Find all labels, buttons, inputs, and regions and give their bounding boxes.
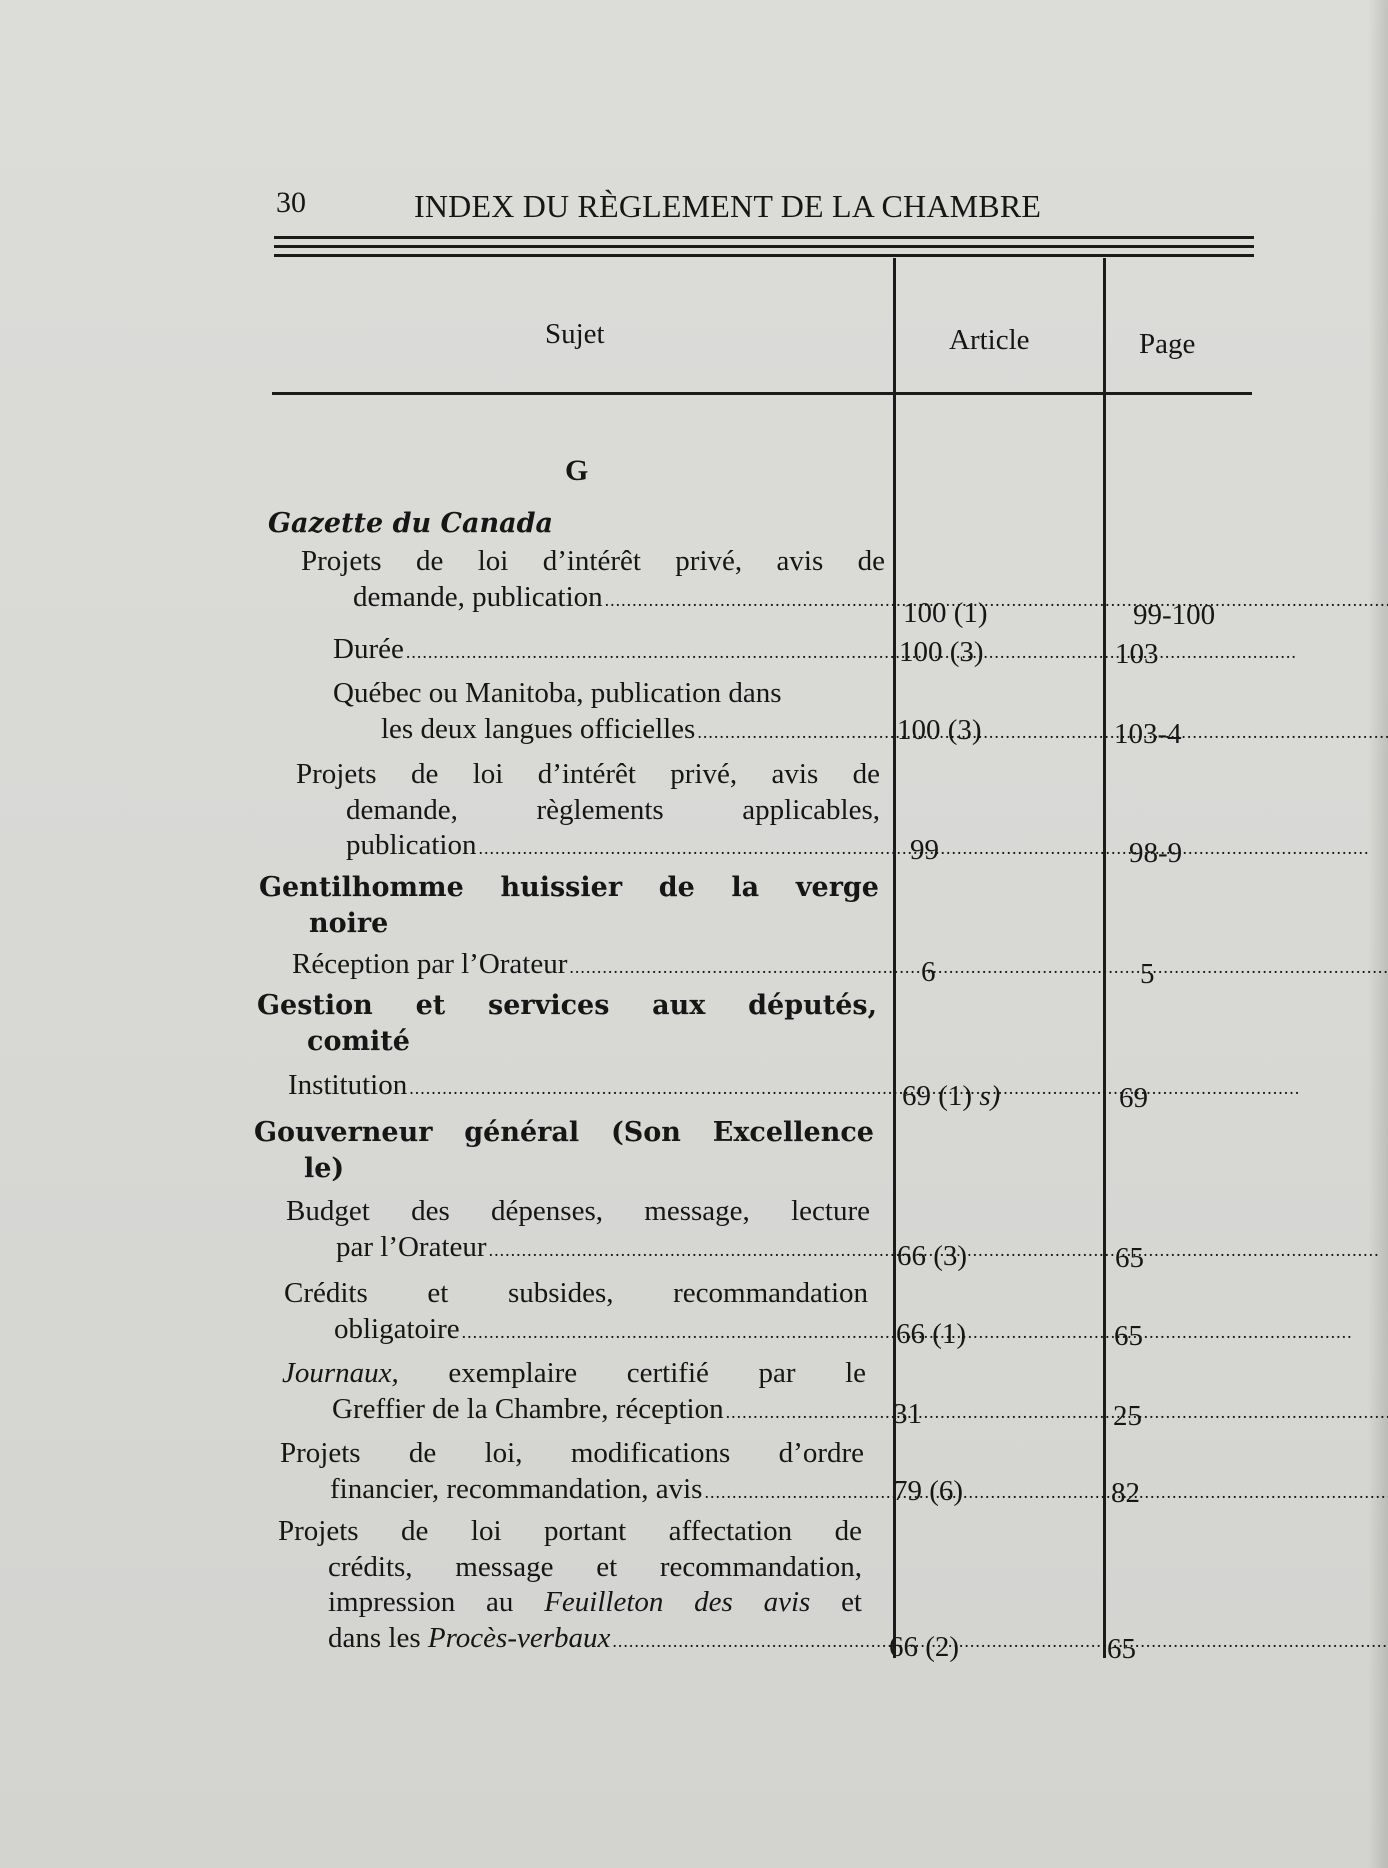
entry-gazette-projets-avis: Projets de loi d’intérêt privé, avis de demande, publication ..... <box>301 544 885 618</box>
article-ref: 66 (1) <box>896 1318 967 1350</box>
entry-heading-gestion: Gestion et services aux députés, comité <box>257 990 877 1057</box>
entry-heading-gouverneur: Gouverneur général (Son Excellence le) <box>254 1117 874 1184</box>
leader-dots <box>605 590 1388 610</box>
header-rule-middle <box>274 245 1254 248</box>
entry-gazette-quebec-manitoba: Québec ou Manitoba, publication dans les deux langues officielles ..... <box>333 676 885 750</box>
column-header-article: Article <box>949 324 1030 356</box>
entry-gouverneur-projets-modifications: Projets de loi, modifications d’ordre financier, recommandation, avis ..... <box>280 1436 864 1510</box>
article-ref: 100 (3) <box>899 636 984 668</box>
entry-gentilhomme-reception: Réception par l’Orateur ..... <box>292 947 876 986</box>
header-rule-top <box>274 236 1254 239</box>
article-ref: 69 (1) s) <box>902 1080 1001 1112</box>
leader-dots <box>697 722 1388 742</box>
article-ref: 66 (2) <box>889 1631 960 1663</box>
article-ref: 79 (6) <box>893 1475 964 1507</box>
page-ref: 65 <box>1115 1242 1144 1274</box>
article-ref: 100 (1) <box>903 597 988 629</box>
article-ref: 99 <box>910 834 939 866</box>
leader-dots <box>704 1482 1388 1502</box>
leader-dots <box>569 957 1388 977</box>
leader-dots <box>612 1631 1388 1651</box>
leader-dots <box>409 1078 1300 1098</box>
page-ref: 65 <box>1114 1320 1143 1352</box>
page-edge-shadow <box>1368 0 1388 1868</box>
article-ref: 31 <box>893 1398 922 1430</box>
header-rule-bottom <box>274 254 1254 257</box>
column-header-subject: Sujet <box>545 318 605 350</box>
column-header-page: Page <box>1139 328 1196 360</box>
entry-gouverneur-journaux: Journaux, exemplaire certifié par le Greffier de la Chambre, réception ..... <box>282 1356 866 1430</box>
entry-heading-gazette: Gazette du Canada <box>268 508 553 539</box>
page-ref: 103-4 <box>1114 718 1182 750</box>
page-ref: 98-9 <box>1129 837 1183 869</box>
page-ref: 65 <box>1107 1633 1136 1665</box>
leader-dots <box>726 1402 1388 1422</box>
page-ref: 99-100 <box>1133 599 1216 631</box>
article-ref: 100 (3) <box>897 714 982 746</box>
article-ref: 66 (3) <box>897 1240 968 1272</box>
entry-gestion-institution: Institution ..... <box>288 1068 872 1107</box>
page-header <box>276 186 1276 236</box>
entry-heading-gentilhomme: Gentilhomme huissier de la verge noire <box>259 872 879 939</box>
entry-gouverneur-projets-affectation: Projets de loi portant affectation de crédits, message et recommandation, impression au Feuilleton des avis et dans les Procès-verbaux ..... <box>278 1514 862 1659</box>
section-letter: G <box>565 454 589 487</box>
leader-dots <box>406 642 1297 662</box>
entry-gazette-projets-reglements: Projets de loi d’intérêt privé, avis de demande, règlements applicables, publication ..... <box>296 757 880 867</box>
entry-gouverneur-credits: Crédits et subsides, recommandation obligatoire ..... <box>284 1276 868 1350</box>
page-number: 30 <box>276 186 306 219</box>
article-ref: 6 <box>921 956 936 988</box>
page-ref: 25 <box>1113 1400 1142 1432</box>
page-ref: 5 <box>1140 958 1155 990</box>
page-ref: 103 <box>1115 638 1159 670</box>
page-ref: 69 <box>1119 1082 1148 1114</box>
entry-gazette-duree: Durée ..... <box>333 632 885 671</box>
page-ref: 82 <box>1111 1477 1140 1509</box>
running-title: INDEX DU RÈGLEMENT DE LA CHAMBRE <box>414 188 1042 224</box>
entry-gouverneur-budget: Budget des dépenses, message, lecture par l’Orateur ..... <box>286 1194 870 1268</box>
